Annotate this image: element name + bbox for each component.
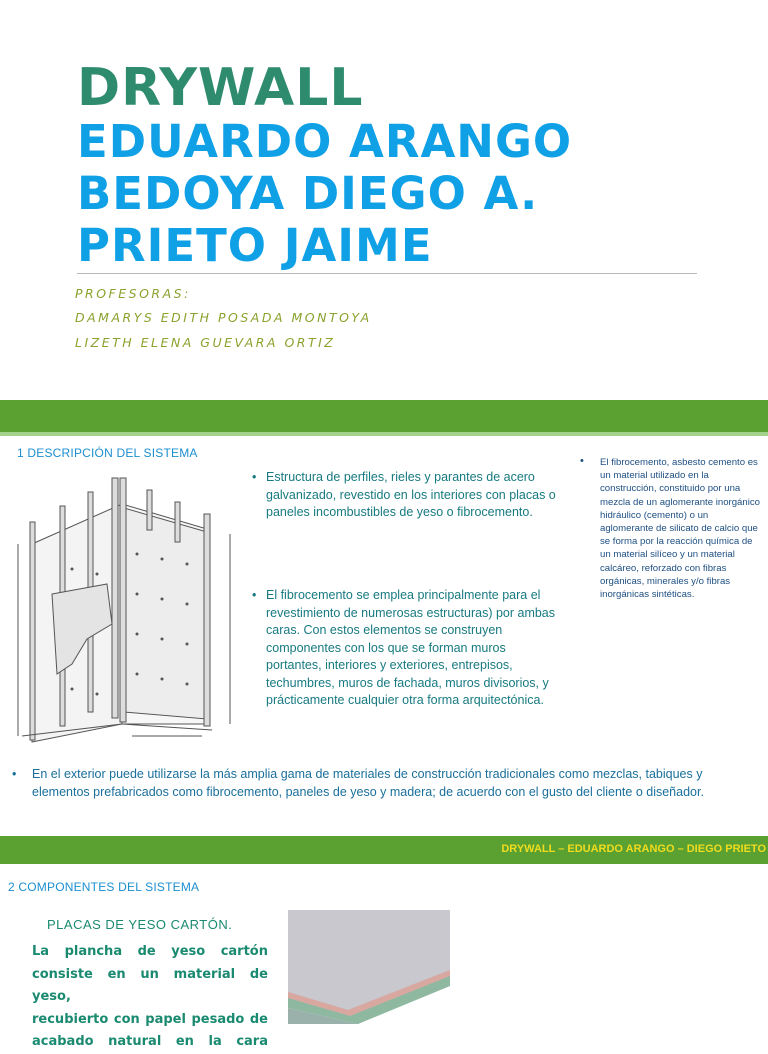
professor-name: DAMARYS EDITH POSADA MONTOYA — [75, 310, 372, 325]
section-heading-components: 2 COMPONENTES DEL SISTEMA — [8, 880, 200, 894]
slide-divider-accent — [0, 432, 768, 436]
bullet-marker: • — [252, 470, 257, 484]
authors-line: EDUARDO ARANGO — [77, 115, 573, 168]
subsection-title: PLACAS DE YESO CARTÓN. — [47, 917, 233, 932]
fibrocemento-note — [580, 456, 760, 601]
bullet-marker: • — [580, 455, 584, 467]
bullet-text: Estructura de perfiles, rieles y parantes de acero galvanizado, revestido en los interiores con placas o paneles incombustibles de yeso o fibrocemento. — [266, 470, 556, 519]
description-bullet-2 — [252, 587, 557, 710]
professor-name: LIZETH ELENA GUEVARA ORTIZ — [75, 335, 336, 350]
gypsum-board-photo — [288, 910, 450, 1024]
slide-divider-bar — [0, 400, 768, 432]
title-divider — [77, 273, 697, 274]
description-bullet-1 — [252, 469, 557, 522]
authors-line: PRIETO JAIME — [77, 219, 433, 272]
section-heading-description: 1 DESCRIPCIÓN DEL SISTEMA — [17, 446, 198, 460]
bullet-text: El fibrocemento se emplea principalmente para el revestimiento de numerosas estructuras) por ambas caras. Con estos elementos se construyen componentes con los que se forman muros portantes, interiores y exteriores, entrepisos, techumbres, muros de fachada, muros divisorios, y prácticamente cualquier otra forma arquitectónica. — [266, 588, 556, 707]
professors-label: PROFESORAS: — [75, 286, 191, 301]
authors-block — [77, 116, 677, 272]
bullet-text: En el exterior puede utilizarse la más amplia gama de materiales de construcción tradicionales como mezclas, tabiques y elementos prefabricados como fibrocemento, paneles de yeso y madera; de acuerdo con el gusto del cliente o diseñador. — [32, 767, 704, 799]
footer-text: DRYWALL – EDUARDO ARANGO – DIEGO PRIETO — [501, 843, 766, 855]
body-line: acabado natural en la cara — [32, 1034, 268, 1049]
body-line: recubierto con papel pesado de — [32, 1011, 268, 1027]
body-line: La plancha de yeso cartón — [32, 944, 268, 959]
slide-title: DRYWALL — [77, 58, 364, 118]
description-bullet-3 — [12, 766, 732, 801]
note-text: El fibrocemento, asbesto cemento es un material utilizado en la construcción, constituido por una mezcla de un aglomerante inorgánico hidráulico (cemento) o un aglomerante de silicato de calcio que se forma por la reacción química de un material silíceo y un material calcáreo, reforzado con fibras orgánicas, minerales y/o fibras inorgánicas sintéticas. — [600, 457, 760, 601]
authors-line: BEDOYA DIEGO A. — [77, 167, 539, 220]
components-body — [32, 941, 268, 1054]
bullet-marker: • — [252, 588, 257, 602]
body-line: consiste en un material de yeso, — [32, 966, 268, 1004]
bullet-marker: • — [12, 767, 17, 781]
drywall-framing-diagram — [12, 474, 246, 744]
